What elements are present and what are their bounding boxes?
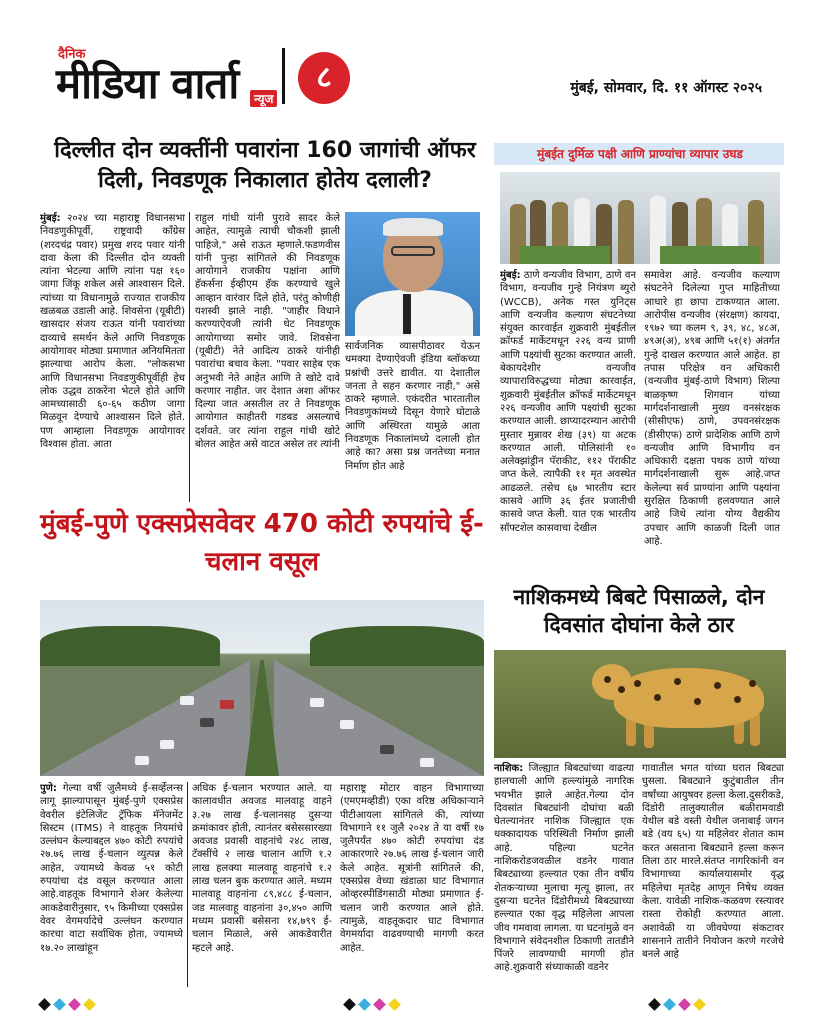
story4-column-2	[642, 762, 784, 987]
story3-col3-text: महाराष्ट्र मोटार वाहन विभागाच्या (एमएमव्हीडी) एका वरिष्ठ अधिकाऱ्याने पीटीआयला सांगितले की, त्यांच्या विभागाने ११ जुलै २०२४ ते या वर्षी १७ जुलैपर्यंत ४७० कोटी रुपयांचा दंड आकारणारे २७.७६ लाख ई-चलान जारी केले आहेत. सूत्रांनी सांगितले की, एक्सप्रेस वेच्या खंडाळा घाट विभागात ओव्हरस्पीडिंगसाठी मोठ्या प्रमाणात ई-चलान जारी करण्यात आले होते. त्यामुळे, वाहतूकदार घाट विभागात वेगमर्यादा वाढवण्याची मागणी करत आहेत.	[340, 783, 484, 954]
expressway-photo	[40, 600, 484, 776]
story1-col1-text: २०२४ च्या महाराष्ट्र विधानसभा निवडणुकीपूर्वी, राष्ट्रवादी काँग्रेस (शरदचंद्र पवार) प्रमुख शरद पवार यांनी दावा केला की दिल्लीत दोन व्यक्ती त्यांना भेटल्या आणि त्यांना पक्ष १६० जागा जिंकू शकेल असे आश्वासन दिले. त्यांच्या या विधानामुळे राज्यात राजकीय खळबळ उडाली आहे. शिवसेना (यूबीटी) खासदार संजय राऊत यांनी पवारांच्या दाव्याचे समर्थन केले आणि निवडणूक आयोगावर मोठ्या प्रमाणात अनियमितता झाल्याचा आरोप केला. "लोकसभा आणि विधानसभा निवडणुकीपूर्वीही हेच लोक उद्धव ठाकरेंना भेटले होते आणि आमच्यासाठी ६०-६५ कठीण जागा मिळवून देण्याचे आश्वासन दिले होते. पण आम्हाला निवडणूक आयोगावर विश्वास होता. आता	[40, 213, 186, 451]
story2-dateline: मुंबई:	[500, 270, 521, 281]
story1-col3-text: सार्वजनिक व्यासपीठावर येऊन धमक्या देण्याऐवजी इंडिया ब्लॉकच्या प्रश्नांची उत्तरे द्यावीत. या देशातील जनता ते सहन करणार नाही," असे ठाकरे म्हणाले. एकंदरीत भारतातील निवडणुकांमध्ये दिसून येणारे घोटाळे आणि अस्थिरता यामुळे आता निवडणूक निकालांमध्ये दलाली होत आहे का? असा प्रश्न जनतेच्या मनात निर्माण होत आहे	[345, 341, 480, 472]
edition-dateline: मुंबई, सोमवार, दि. ११ ऑगस्ट २०२५	[570, 80, 762, 96]
footer-dot	[53, 998, 66, 1011]
masthead	[0, 0, 822, 118]
brand-news-tag: न्यूज	[250, 90, 277, 107]
footer-dots-right	[650, 1000, 704, 1009]
story4-col1-text: जिल्ह्यात बिबट्यांच्या वाढत्या हालचाली आणि हल्ल्यांमुळे नागरिक भयभीत झाले आहेत.गेल्या दोन दिवसांत बिबट्यांनी दोघांचा बळी घेतल्यानंतर नाशिक जिल्ह्यात एक धक्कादायक परिस्थिती निर्माण झाली आहे. पहिल्या घटनेत नाशिकरोडजवळील वडनेर गावात बिबट्याच्या हल्ल्यात एका तीन वर्षीय शेतकऱ्याच्या मुलाचा मृत्यू झाला, तर दुसऱ्या घटनेत दिंडोरीमध्ये बिबट्याच्या हल्ल्यात एका वृद्ध महिलेला आपला जीव गमवावा लागला. या घटनांमुळे वन विभागाने संवेदनशील ठिकाणी तातडीने पिंजरे लावण्याची मागणी होत आहे.शुक्रवारी संध्याकाळी वडनेर	[494, 763, 634, 974]
footer-dot	[343, 998, 356, 1011]
sharad-pawar-photo	[345, 212, 480, 336]
story2-headline: मुंबईत दुर्मिळ पक्षी आणि प्राण्यांचा व्यापार उघड	[537, 147, 743, 161]
story2-column-2	[644, 269, 780, 569]
footer-dot	[678, 998, 691, 1011]
footer-dot	[693, 998, 706, 1011]
story1-column-3	[345, 340, 480, 500]
story2-col1-text: ठाणे वन्यजीव विभाग, ठाणे वन विभाग, वन्यजीव गुन्हे नियंत्रण ब्युरो (WCCB), अनेक गस्त युनिट्स आणि वन्यजीव कल्याण संघटनेच्या संयुक्त कारवाईत शुक्रवारी मुंबईतील क्रॉफर्ड मार्केटमधून २२६ वन्य प्राणी आणि पक्ष्यांची सुटका करण्यात आली. बेकायदेशीर वन्यजीव व्यापाराविरुद्धच्या मोठ्या कारवाईत, शुक्रवारी मुंबईतील क्रॉफर्ड मार्केटमधून २२६ वन्यजीव आणि पक्ष्यांची सुटका करण्यात आली. छाप्यादरम्यान आरोपी मुस्तार मुन्नावर शेख (३९) या अटक करण्यात आली. पोलिसांनी १० अलेक्झांड्रीन पॅराकीट, ११२ पॅराकीट जप्त केले. त्यापैकी ११ मृत अवस्थेत आढळले. तसेच ६७ भारतीय स्टार कासवे आणि ३६ ईतर प्रजातीची कासवे जप्त केली. यात एक भारतीय सॉफ्टशेल कासवाचा देखील	[500, 270, 636, 534]
story1-column-1	[40, 212, 190, 502]
story4-col2-text: गावातील भगत यांच्या घरात बिबट्या घुसला. बिबट्याने कुटुंबातील तीन वर्षांच्या आयुषवर हल्ला केला.दुसरीकडे, दिंडोरी तालुक्यातील बळीरामवाडी येथील बडे वस्ती येथील जनाबाई जगन बडे (वय ६५) या महिलेवर शेतात काम करत असताना बिबट्याने हल्ला करून तिला ठार मारले.संतप्त नागरिकांनी वन विभागाच्या कार्यालयासमोर वृद्ध महिलेचा मृतदेह आणून निषेध व्यक्त केला. यावेळी नाशिक-कळवण रस्त्यावर रास्ता रोकोही करण्यात आला. अशावेळी या जीवघेण्या संकटावर शासनाने तातीने नियोजन करणे गरजेचे बनले आहे	[642, 763, 784, 961]
story2-column-1	[500, 269, 636, 569]
wildlife-seizure-photo	[500, 172, 780, 264]
story4-headline: नाशिकमध्ये बिबटे पिसाळले, दोन दिवसांत दोघांना केले ठार	[513, 585, 765, 637]
footer-dot	[38, 998, 51, 1011]
footer-dot	[388, 998, 401, 1011]
story3-headline: मुंबई-पुणे एक्सप्रेसवेवर 470 कोटी रुपयांचे ई-चलान वसूल	[40, 509, 484, 577]
story3-column-1	[40, 782, 188, 987]
brand-prefix: दैनिक	[58, 47, 86, 62]
footer-dot	[663, 998, 676, 1011]
story1-col2-text: राहुल गांधी यांनी पुरावे सादर केले आहेत, त्यामुळे त्याची चौकशी झाली पाहिजे," असे राऊत म्हणाले.फडणवीस यांनी पुन्हा सांगितले की निवडणूक आयोगाने राजकीय पक्षांना आणि हॅकर्सना ईव्हीएम हॅक करण्याचे खुले आव्हान वारंवार दिले होते, परंतु कोणीही यशस्वी झाले नाही. "जाहीर विधाने करण्याऐवजी त्यांनी थेट निवडणूक आयोगाच्या समोर जावे. शिवसेना (यूबीटी) नेते आदित्य ठाकरे यांनीही पवारांचा बचाव केला. "पवार साहेब एक अनुभवी नेते आहेत आणि ते खोटे दावे करणार नाहीत. जर देशात अशा ऑफर दिल्या जात असतील तर ते निवडणूक आयोगात काहीतरी गडबड असल्याचे दर्शवते. जर त्यांना राहुल गांधी खोटे बोलत आहेत असे वाटत असेल तर त्यांनी	[195, 213, 340, 451]
page-number-badge: ८	[298, 52, 350, 104]
footer-dots-left	[40, 1000, 94, 1009]
footer-dot	[68, 998, 81, 1011]
story2-col2-text: समावेश आहे. वन्यजीव कल्याण संघटनेने दिलेल्या गुप्त माहितीच्या आधारे हा छापा टाकण्यात आला. आरोपीस वन्यजीव (संरक्षण) कायदा, १९७२ च्या कलम ९, ३९, ४८, ४८अ, ४९अ(अ), ४९ब आणि ५१(१) अंतर्गत गुन्हे दाखल करण्यात आले आहेत. हा तपास परिक्षेत्र वन अधिकारी (वन्यजीव मुंबई-ठाणे विभाग) शिल्पा बाळकृष्ण शिगवान यांच्या मार्गदर्शनाखाली मुख्य वनसंरक्षक (सीसीएफ) ठाणे, उपवनसंरक्षक (डीसीएफ) ठाणे प्रादेशिक आणि ठाणे वन्यजीव आणि विभागीय वन अधिकारी दक्षता पथक ठाणे यांच्या मार्गदर्शनाखाली सुरू आहे.जप्त केलेल्या सर्व प्राण्यांना आणि पक्ष्यांना सुरक्षित ठिकाणी हलवण्यात आले आहे जिथे त्यांना योग्य वैद्यकीय उपचार आणि काळजी दिली जात आहे.	[644, 270, 780, 547]
footer-dot	[648, 998, 661, 1011]
leopard-photo	[494, 650, 786, 758]
story1-headline: दिल्लीत दोन व्यक्तींनी पवारांना 160 जागांची ऑफर दिली, निवडणूक निकालात होतेय दलाली?	[54, 138, 476, 193]
story3-col1-text: गेल्या वर्षी जुलैमध्ये ई-सर्व्हेलन्स लागू झाल्यापासून मुंबई-पुणे एक्सप्रेस वेवरील इंटेलिजेंट ट्रॅफिक मॅनेजमेंट सिस्टम (ITMS) ने वाहतूक नियमांचे उल्लंघन केल्याबद्दल ४७० कोटी रुपयांचे २७.७६ लाख ई-चलान व्युत्पन्न केले आहेत, ज्यामध्ये केवळ ५१ कोटी रुपयांचा दंड वसूल करण्यात आला आहे.वाहतूक विभागाने शेअर केलेल्या आकडेवारीनुसार, ९५ किमीच्या एक्सप्रेस वेवर वेगमर्यादेचे उल्लंघन करण्यात कारचा वाटा सर्वाधिक होता, ज्यामध्ये १७.२० लाखांहून	[40, 783, 183, 954]
footer-dot	[373, 998, 386, 1011]
story3-column-3	[340, 782, 484, 987]
footer-dot	[358, 998, 371, 1011]
story3-column-2	[192, 782, 332, 987]
story1-column-2	[195, 212, 340, 502]
masthead-divider	[282, 48, 285, 104]
story4-column-1	[494, 762, 634, 987]
story3-col2-text: अधिक ई-चलान भरण्यात आले. या कालावधीत अवजड मालवाहू वाहने ३.२७ लाख ई-चलानसह दुसऱ्या क्रमांकावर होती, त्यानंतर बसेससारख्या अवजड प्रवासी वाहनांचे २४८ लाख, टॅक्सींचे २ लाख चालान आणि १.२ लाख हलक्या मालवाहू वाहनांचे १.२ लाख चलन बुक करण्यात आले. मध्यम मालवाहू वाहनांना ८९,४८८ ई-चलान, जड मालवाहू वाहनांना ३०,४५० आणि मध्यम प्रवासी बसेसना १४,७९९ ई-चलान मिळाले, असे आकडेवारीत म्हटले आहे.	[192, 783, 332, 954]
story1-dateline: मुंबई:	[40, 213, 61, 224]
footer-dots-center	[345, 1000, 399, 1009]
brand-logo: मीडिया वार्ता	[56, 59, 239, 108]
footer-dot	[83, 998, 96, 1011]
story3-dateline: पुणे:	[40, 783, 57, 794]
story4-dateline: नाशिक:	[494, 763, 524, 774]
